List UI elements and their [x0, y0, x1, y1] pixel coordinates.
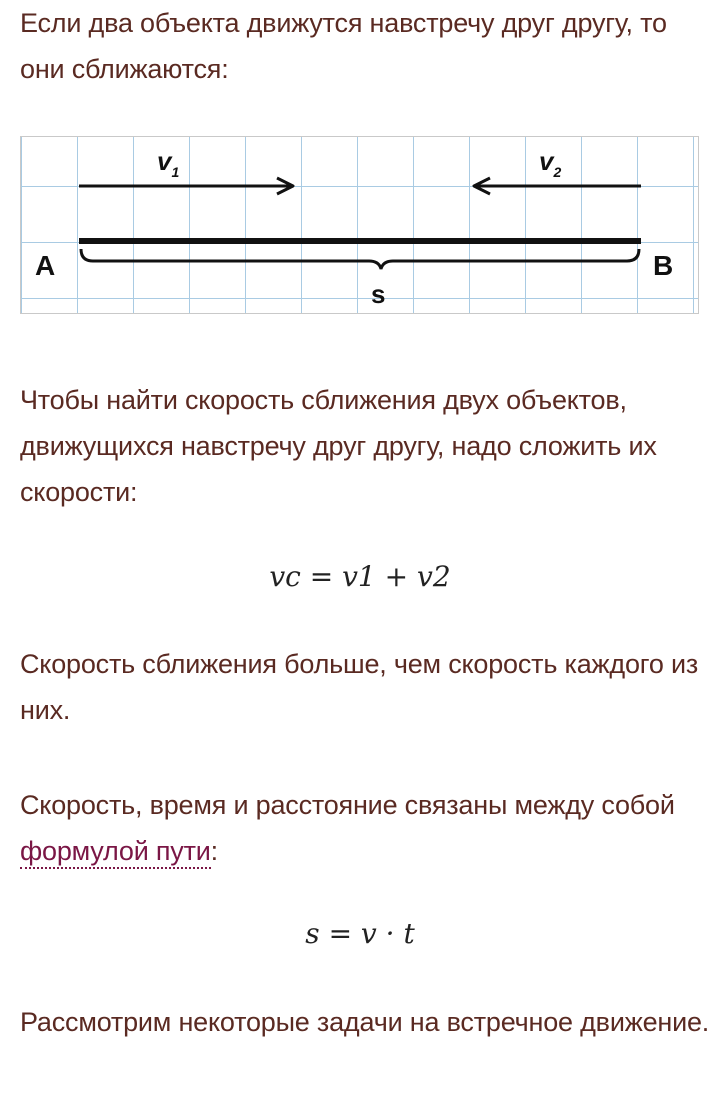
- velocity-1-label: $v_1$: [157, 146, 180, 180]
- approach-diagram: [20, 136, 699, 314]
- velocity-2-label: $v_2$: [539, 146, 562, 180]
- comparison-paragraph: Скорость сближения больше, чем скорость каждого из них.: [20, 649, 698, 725]
- relation-paragraph: [20, 782, 710, 874]
- closing-speed-paragraph: Чтобы найти скорость сближения двух объектов, движущихся навстречу друг другу, надо сложить их скорости:: [20, 385, 657, 507]
- distance-label: s: [371, 279, 386, 309]
- point-b-label: B: [653, 250, 674, 281]
- closing-speed-formula: vc = v1 + v2: [269, 560, 451, 593]
- relation-text-end: :: [210, 836, 218, 866]
- path-formula: s = v · t: [305, 917, 415, 950]
- intro-paragraph: Если два объекта движутся навстречу друг другу, то они сближаются:: [20, 8, 667, 84]
- point-a-label: A: [35, 250, 56, 281]
- relation-text: Скорость, время и расстояние связаны между собой: [20, 790, 675, 820]
- path-formula-link[interactable]: формулой пути: [20, 836, 211, 869]
- grid-background: [21, 137, 698, 313]
- conclusion-paragraph: Рассмотрим некоторые задачи на встречное движение.: [20, 1007, 710, 1037]
